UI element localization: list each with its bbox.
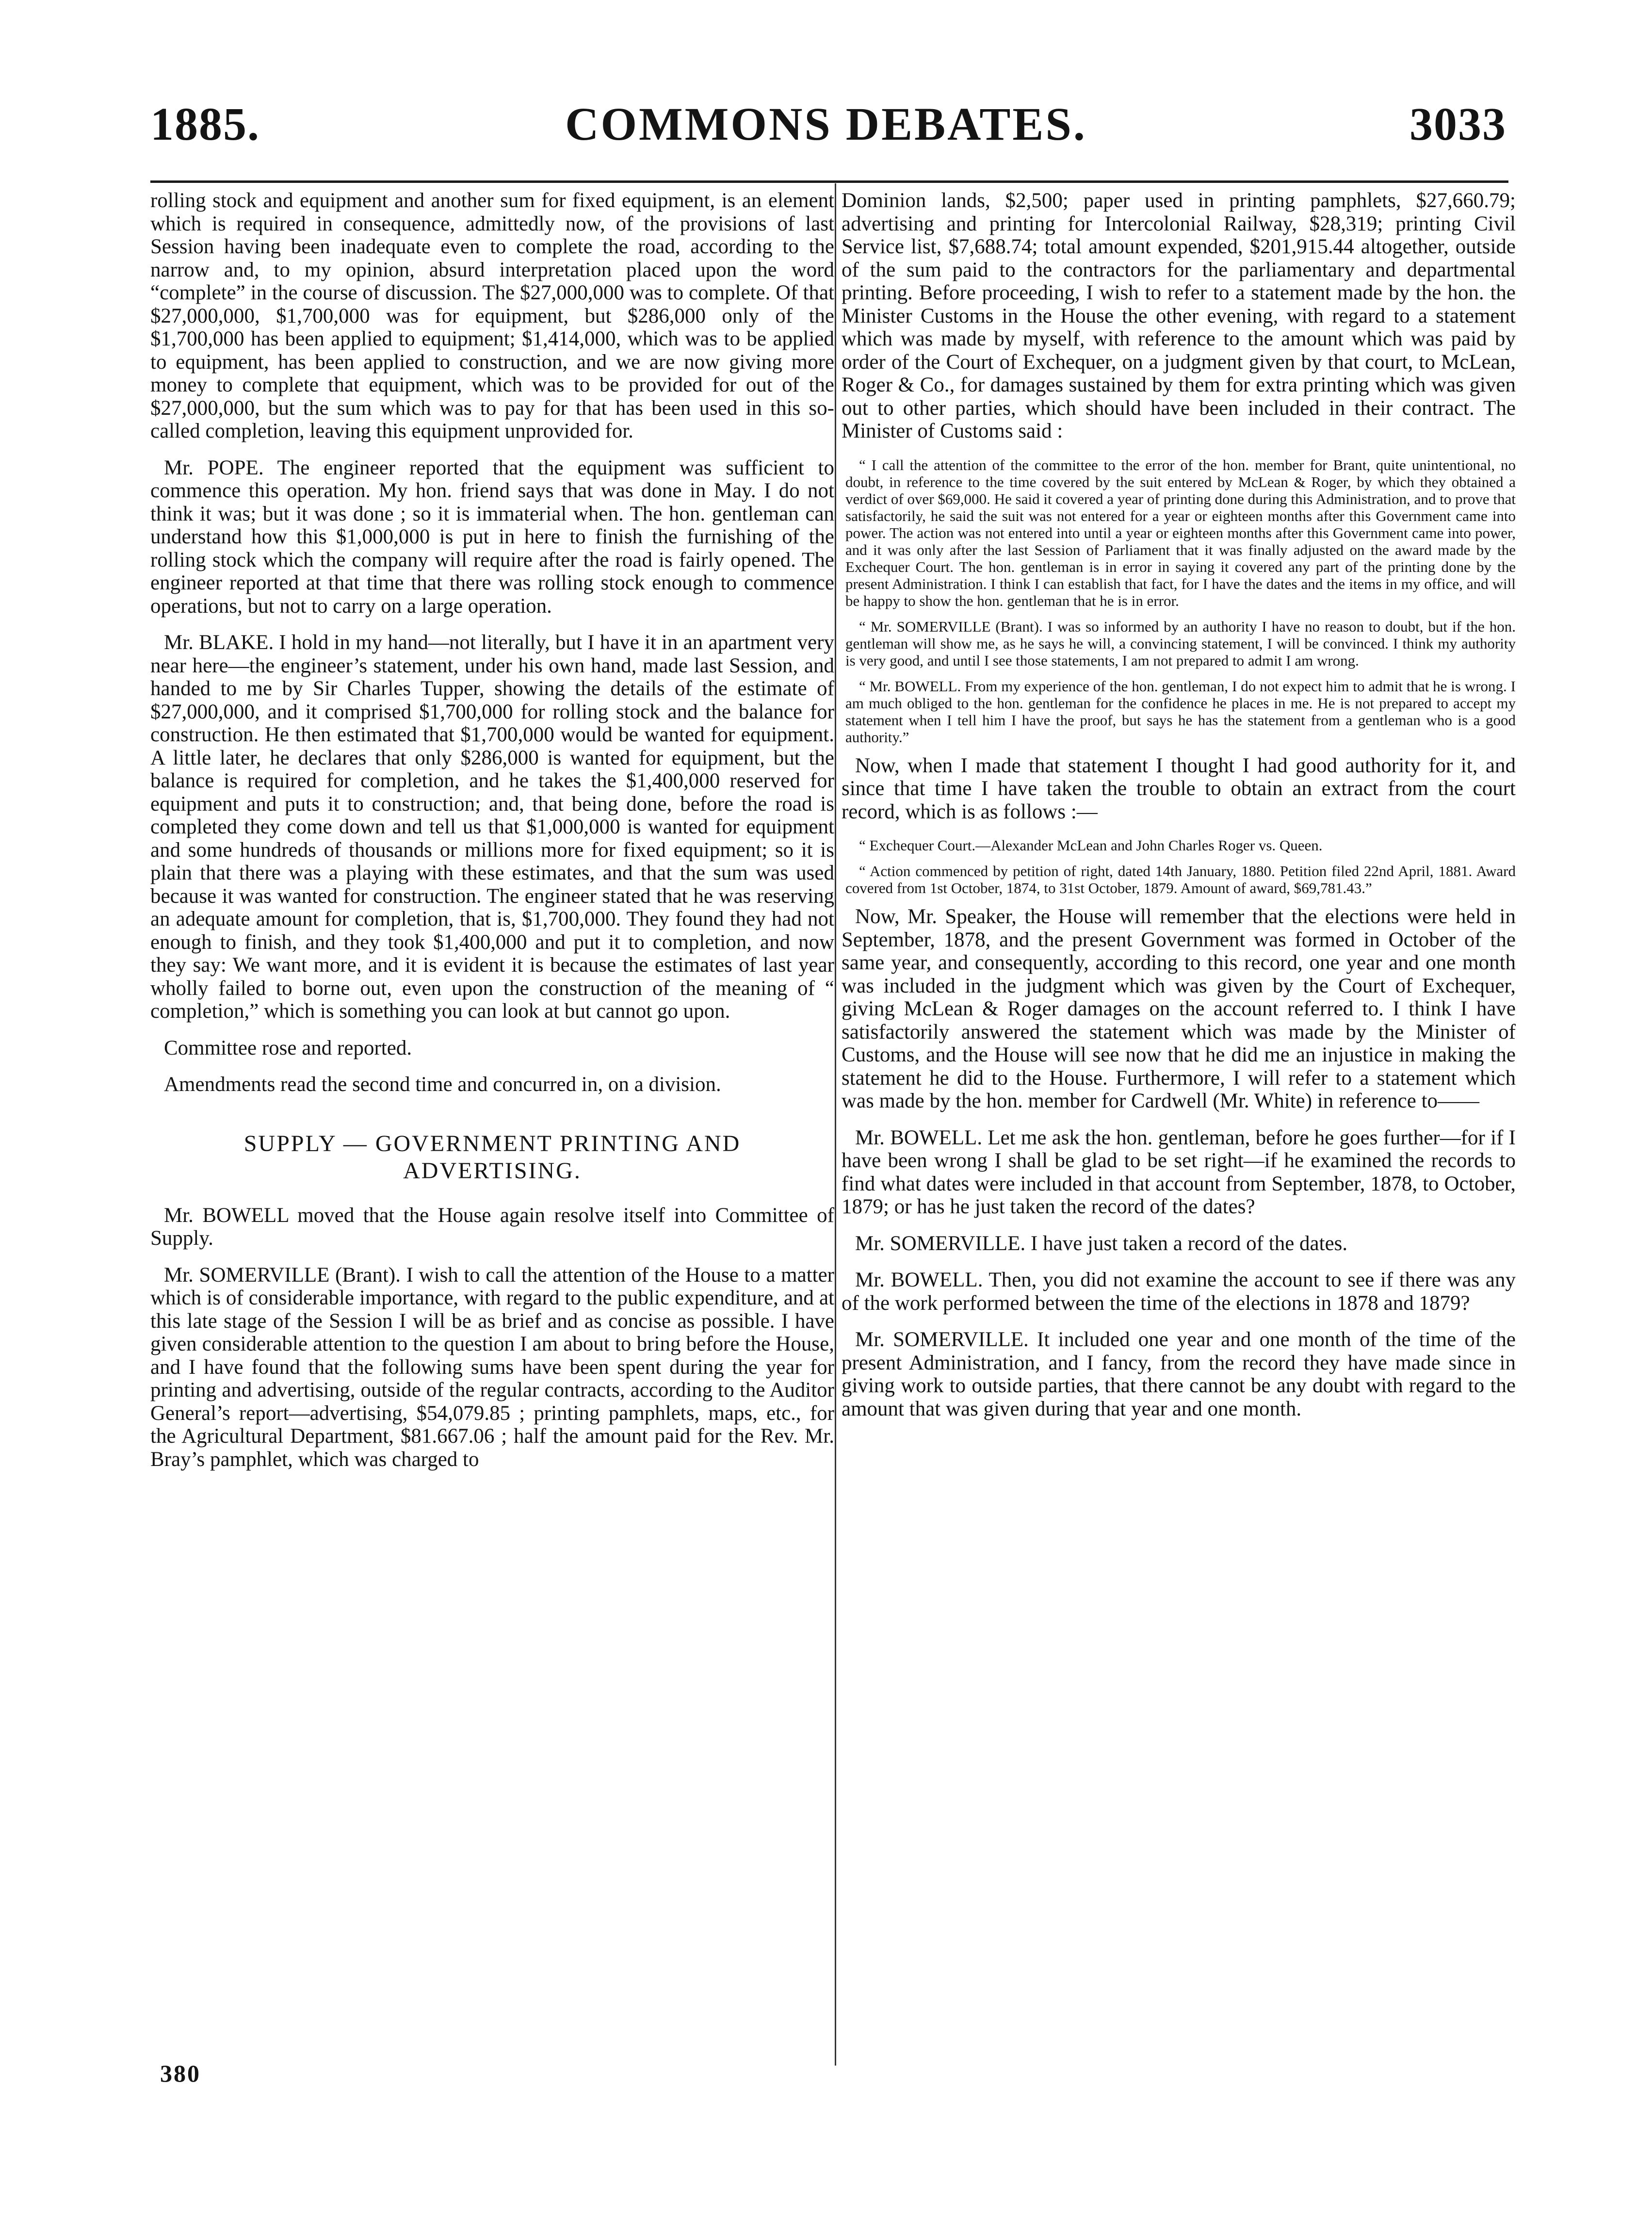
left-paragraph-committee: Committee rose and reported. [164, 1036, 412, 1059]
header-title: COMMONS DEBATES. [565, 98, 1087, 150]
right-paragraph-speaker: Now, Mr. Speaker, the House will remember that the elections were held in September, 1878, and the present Government was formed in October of the same year, and consequently, according to this record, one year and one month was included in the judgment which was given by the Court of Exchequer, giving McLean & Roger damages on the account referred to. I think I have satisfactorily answered the statement which was made by the Minister of Customs, and the House will see now that he did me an injustice in making the statement he did to the House. Furthermore, I will refer to a statement which was made by the hon. member for Cardwell (Mr. White) in reference to—— [842, 905, 1516, 1112]
right-paragraph-1: Dominion lands, $2,500; paper used in printing pamphlets, $27,660.79; advertising and printing for Intercolonial Railway, $28,319; printing Civil Service list, $7,688.74; total amount expended, $201,915.44 altogether, outside of the sum paid to the contractors for the parliamentary and departmental printing. Before proceeding, I wish to refer to a statement made by the hon. the Minister Customs in the House the other evening, with regard to a statement which was made by myself, with reference to the amount which was paid by order of the Court of Exchequer, on a judgment given by that court, to McLean, Roger & Co., for damages sustained by them for extra printing which was given out to other parties, which should have been included in their contract. The Minister of Customs said : [842, 189, 1516, 442]
right-paragraph-bowell-question: Mr. BOWELL. Let me ask the hon. gentleman, before he goes further—for if I have been wrong I shall be glad to be set right—if he examined the records to find what dates were included in that account from September, 1878, to October, 1879; or has he just taken the record of the dates? [842, 1126, 1516, 1218]
quote-minister-customs: “ I call the attention of the committee to the error of the hon. member for Brant, quite unintentional, no doubt, in reference to the time covered by the suit entered by McLean & Roger, by which they obtained a verdict of over $69,000. He said it covered a year of printing done during this Administration, and to prove that satisfactorily, he said the suit was not entered for a year or eighteen months after this Government came into power. The action was not entered into until a year or eighteen months after this Government came into power, and it was only after the last Session of Parliament that it was finally adjusted on the award made by the Exchequer Court. The hon. gentleman is in error in saying it covered any part of the printing done by the present Administration. I think I can establish that fact, for I have the dates and the items in my office, and will be happy to show the hon. gentleman that he is in error. [845, 456, 1516, 609]
left-column [150, 189, 834, 1484]
header-page-number: 3033 [1409, 98, 1506, 150]
column-divider [835, 183, 836, 2066]
left-paragraph-amendments: Amendments read the second time and concurred in, on a division. [164, 1073, 721, 1096]
quote-somerville: “ Mr. SOMERVILLE (Brant). I was so informed by an authority I have no reason to doubt, but if the hon. gentleman will show me, as he says he will, a convincing statement, I will be convinced. I think my authority is very good, and until I see those statements, I am not prepared to admit I am wrong. [845, 618, 1516, 669]
left-paragraph-somerville: Mr. SOMERVILLE (Brant). I wish to call the attention of the House to a matter which is of considerable importance, with regard to the public expenditure, and at this late stage of the Session I will be as brief and as concise as possible. I have given considerable attention to the question I am about to bring before the House, and I have found that the following sums have been spent during the year for printing and advertising, outside of the regular contracts, according to the Auditor General’s report—advertising, $54,079.85 ; printing pamphlets, maps, etc., for the Agricultural Department, $81.667.06 ; half the amount paid for the Rev. Mr. Bray’s pamphlet, which was charged to [150, 1263, 834, 1471]
quote-bowell: “ Mr. BOWELL. From my experience of the hon. gentleman, I do not expect him to admit that he is wrong. I am much obliged to the hon. gentleman for the confidence he places in me. He is not prepared to accept my statement when I tell him I have the proof, but says he has the statement from a gentleman who is a good authority.” [845, 677, 1516, 746]
right-paragraph-bowell-followup: Mr. BOWELL. Then, you did not examine the account to see if there was any of the work performed between the time of the elections in 1878 and 1879? [842, 1269, 1516, 1315]
quote-action: “ Action commenced by petition of right, dated 14th January, 1880. Petition filed 22nd April, 1881. Award covered from 1st October, 1874, to 31st October, 1879. Amount of award, $69,781.43.” [845, 863, 1516, 896]
signature-mark: 380 [160, 2060, 201, 2087]
right-paragraph-somerville-reply: Mr. SOMERVILLE. I have just taken a record of the dates. [855, 1232, 1348, 1255]
right-column [842, 189, 1516, 1434]
right-paragraph-somerville-final: Mr. SOMERVILLE. It included one year and one month of the time of the present Administration, and I fancy, from the record they have made since in giving work to outside parties, that there cannot be any doubt with regard to the amount that was given during that year and one month. [842, 1328, 1516, 1420]
page-header [0, 97, 1652, 170]
header-year: 1885. [150, 98, 260, 150]
left-paragraph-pope: Mr. POPE. The engineer reported that the equipment was sufficient to commence this operation. My hon. friend says that was done in May. I do not think it was; but it was done ; so it is immaterial when. The hon. gentleman can understand how this $1,000,000 is put in here to finish the furnishing of the rolling stock which the company will require after the road is fairly opened. The engineer reported at that time that there was rolling stock enough to commence operations, but not to carry on a large operation. [150, 456, 834, 618]
quote-exchequer-court: “ Exchequer Court.—Alexander McLean and John Charles Roger vs. Queen. [859, 837, 1323, 854]
right-paragraph-extract-intro: Now, when I made that statement I thought I had good authority for it, and since that time I have taken the trouble to obtain an extract from the court record, which is as follows :— [842, 754, 1516, 823]
left-paragraph-blake: Mr. BLAKE. I hold in my hand—not literally, but I have it in an apartment very near here—the engineer’s statement, under his own hand, made last Session, and handed to me by Sir Charles Tupper, showing the details of the estimate of $27,000,000, and it comprised $1,700,000 for rolling stock and the balance for construction. He then estimated that $1,700,000 would be wanted for equipment. A little later, he declares that only $286,000 is wanted for equipment, but the balance is required for completion, and he takes the $1,400,000 reserved for equipment and puts it to construction; and, that being done, before the road is completed they come down and tell us that $1,000,000 is wanted for equipment and some hundreds of thousands or millions more for fixed equipment; so it is plain that there was a playing with these estimates, and that the sum was used because it was wanted for construction. The engineer stated that he was reserving an adequate amount for completion, that is, $1,700,000. They found they had not enough to finish, and they took $1,400,000 and put it to completion, and now they say: We want more, and it is evident it is because the estimates of last year wholly failed to borne out, even upon the construction of the meaning of “ completion,” which is something you can look at but cannot go upon. [150, 631, 834, 1023]
left-paragraph-1: rolling stock and equipment and another sum for fixed equipment, is an element which is required in consequence, admittedly now, of the provisions of last Session having been inadequate even to complete the road, according to the narrow and, to my opinion, absurd interpretation placed upon the word “complete” in the course of discussion. The $27,000,000 was to complete. Of that $27,000,000, $1,700,000 was for equipment, but $286,000 only of the $1,700,000 has been applied to equipment; $1,414,000, which was to be applied to equipment, has been applied to construction, and we are now giving more money to complete that equipment, which was to be provided for out of the $27,000,000, but the sum which was to pay for that has been used in this so-called completion, leaving this equipment unprovided for. [150, 189, 834, 442]
section-heading: SUPPLY — GOVERNMENT PRINTING AND ADVERTISING. [243, 1130, 741, 1184]
header-rule [150, 180, 1508, 183]
left-paragraph-bowell-motion: Mr. BOWELL moved that the House again resolve itself into Committee of Supply. [150, 1204, 834, 1250]
